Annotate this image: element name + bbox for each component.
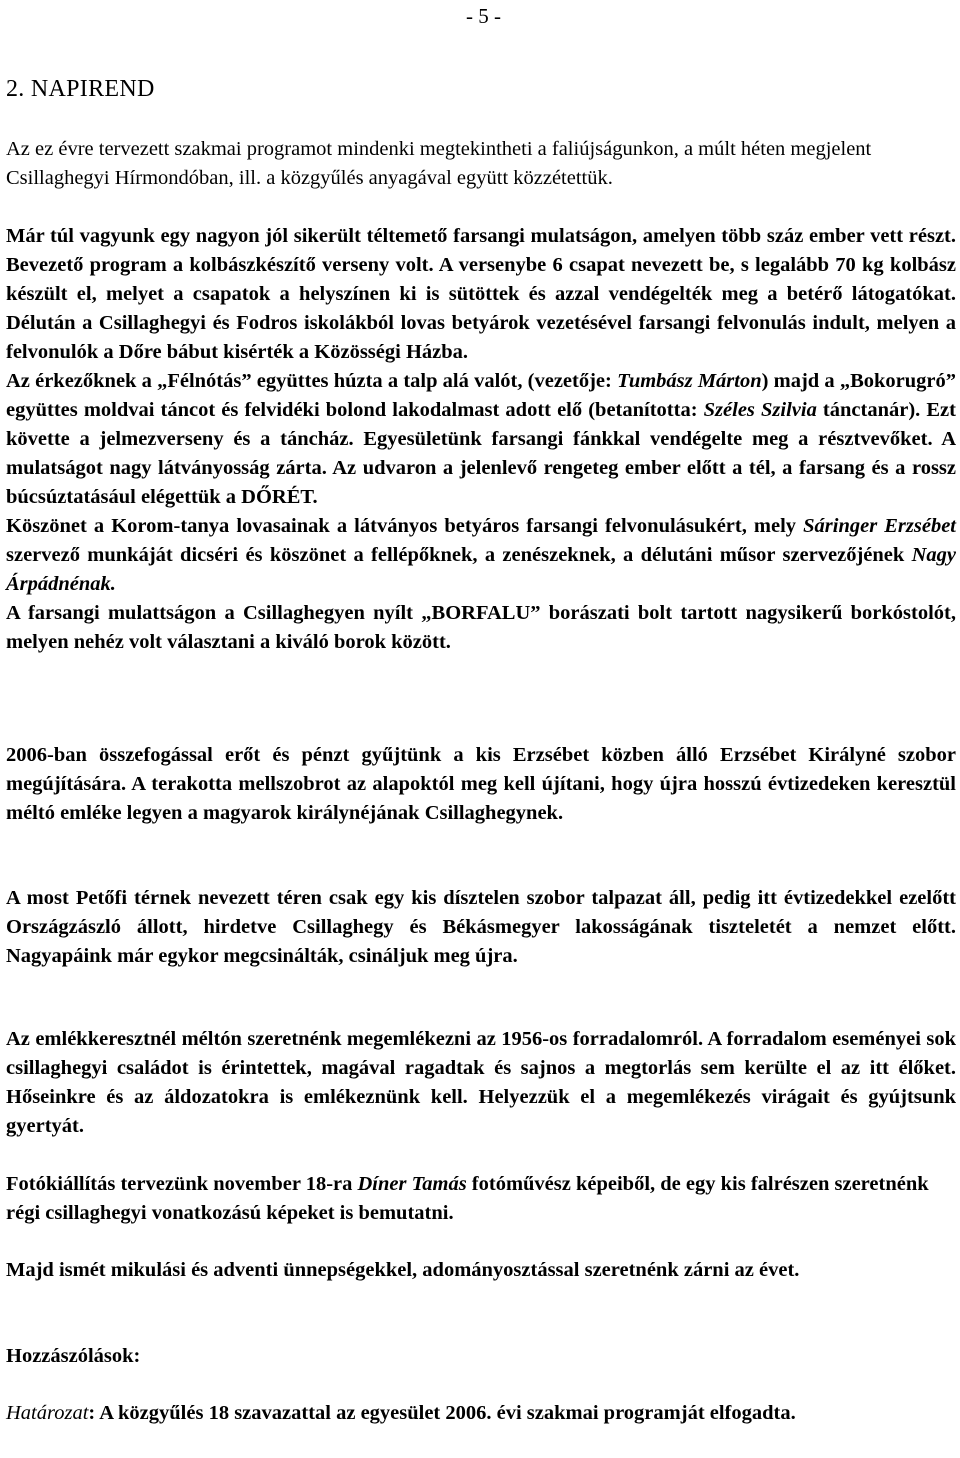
carnival-text-b1: Az érkezőknek a „Félnótás” együttes húzta a talp alá valót, (vezetője: <box>6 370 618 392</box>
page-number: - 5 - <box>466 4 501 28</box>
thanks-text-1: Köszönet a Korom-tanya lovasainak a látványos betyáros farsangi felvonulásukért, mely <box>6 515 804 537</box>
paragraph-statue: 2006-ban összefogással erőt és pénzt gyűjtünk a kis Erzsébet közben álló Erzsébet Királyné szobor megújítására. A terakotta mellszobrot az alapoktól meg kell újítani, hogy újra hosszú évtizedeken keresztül méltó emléke legyen a magyarok királynéjának Csillaghegynek. <box>6 744 956 824</box>
resolution-label: Határozat <box>6 1402 89 1424</box>
carnival-text-a: Már túl vagyunk egy nagyon jól sikerült téltemető farsangi mulatságon, amelyen több száz ember vett részt. Bevezető program a kolbászkészítő verseny volt. A versenybe 6 csapat nevezett be, s legalább 70 kg kolbász készült el, melyet a csapatok a helyszínen ki is sütöttek és azzal vendégelték meg a betérő látogatókat. Délután a Csillaghegyi és Fodros iskolákból lovas betyárok vezetésével farsangi felvonulás indult, melyen a felvonulók a Dőre bábut kisérték a Közösségi Házba. <box>6 225 956 363</box>
paragraph-resolution <box>6 1399 956 1428</box>
paragraph-intro: Az ez évre tervezett szakmai programot mindenki megtekintheti a faliújságunkon, a múlt héten megjelent Csillaghegyi Hírmondóban, ill. a közgyűlés anyagával együtt közzétettük. <box>6 138 872 189</box>
paragraph-exhibition <box>6 1170 956 1228</box>
program-organizer-name: Nagy Árpádnénak. <box>6 544 956 595</box>
carnival-text-b3: tánctanár). Ezt követte a jelmezverseny és a táncház. Egyesületünk farsangi fánkkal vendégelte meg a résztvevőket. A mulatságot nagy látványosság zárta. Az udvaron a jelenlevő rengeteg ember előtt a tél, a farsang és a rossz búcsúztatásául elégettük a DŐRÉT. <box>6 399 956 508</box>
thanks-text-2: szervező munkáját dicséri és köszönet a fellépőknek, a zenészeknek, a délutáni műsor szervezőjének <box>6 544 912 566</box>
band-leader-name: Tumbász Márton <box>617 370 762 392</box>
carnival-text-b2: ) majd a „Bokorugró” együttes moldvai táncot és felvidéki bolond lakodalmast adott elő (betanította: <box>6 370 957 421</box>
organizer-name: Sáringer Erzsébet <box>803 515 956 537</box>
paragraph-1956: Az emlékkeresztnél méltón szeretnénk megemlékezni az 1956-os forradalomról. A forradalom eseményei sok csillaghegyi családot is érintettek, magával ragadtak és sajnos a megtorlás sem kerülte el az itt élőket. Hőseinkre és az áldozatokra is emlékeznünk kell. Helyezzük el a megemlékezés virágait és gyújtsunk gyertyát. <box>6 1028 956 1137</box>
dance-teacher-name: Széles Szilvia <box>703 399 817 421</box>
wine-tasting-text: A farsangi mulattságon a Csillaghegyen nyílt „BORFALU” borászati bolt tartott nagysikerű borkóstolót, melyen nehéz volt választani a kiváló borok között. <box>6 602 956 653</box>
resolution-text: A közgyűlés 18 szavazattal az egyesület 2006. évi szakmai programját elfogadta. <box>99 1402 796 1424</box>
photographer-name: Díner Tamás <box>357 1173 467 1195</box>
paragraph-square: A most Petőfi térnek nevezett téren csak egy kis dísztelen szobor talpazat áll, pedig itt évtizedekkel ezelőtt Országzászló állott, hirdetve Csillaghegy és Békásmegyer lakosságának tiszteletét a nemzet előtt. Nagyapáink már egykor megcsinálták, csináljuk meg újra. <box>6 887 956 967</box>
paragraph-advent: Majd ismét mikulási és adventi ünnepségekkel, adományosztással szeretnénk zárni az évet. <box>6 1259 800 1281</box>
agenda-heading: 2. NAPIREND <box>6 76 155 102</box>
exhibition-text-b: fotóművész képeiből, de egy kis falrészen szeretnénk régi csillaghegyi vonatkozású képeket is bemutatni. <box>6 1173 929 1224</box>
paragraph-carnival <box>6 222 956 657</box>
comments-heading: Hozzászólások: <box>6 1345 141 1367</box>
resolution-separator: : <box>88 1402 100 1424</box>
exhibition-text-a: Fotókiállítás tervezünk november 18-ra <box>6 1173 358 1195</box>
